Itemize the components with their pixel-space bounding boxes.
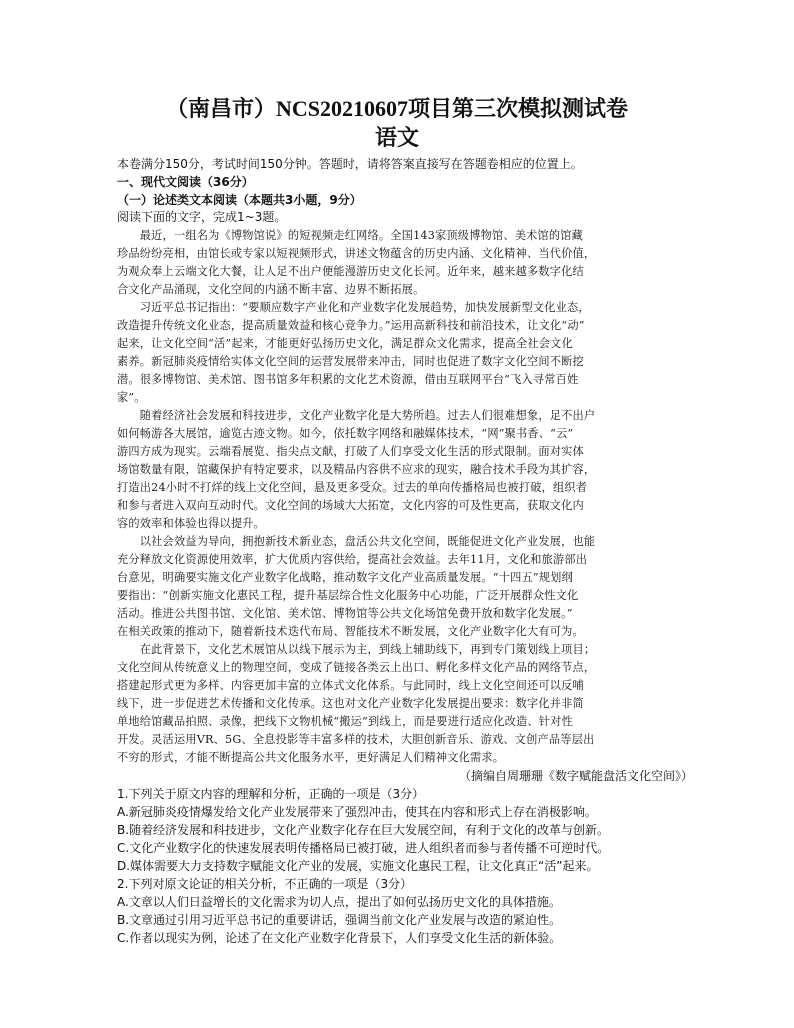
passage-line: 充分释放文化资源使用效率，扩大优质内容供给，提高社会效益。去年11月，文化和旅游部出	[117, 553, 588, 566]
passage-line: 和参与者进入双向互动时代。文化空间的场域大大拓宽，文化内容的可及性更高，获取文化内	[117, 499, 584, 512]
passage-line: 开发。灵活运用VR、5G、全息投影等丰富多样的技术，大胆创新音乐、游戏、文创产品等层出	[117, 733, 595, 746]
passage-line: 素养。新冠肺炎疫情给实体文化空间的运营发展带来冲击，同时也促进了数字文化空间不断挖	[117, 355, 584, 368]
question-1-option-d: D.媒体需要大力支持数字赋能文化产业的发展，实施文化惠民工程，让文化真正“活”起来。	[117, 859, 599, 873]
passage-line: 在此背景下，文化艺术展馆从以线下展示为主，到线上辅助线下，再到专门策划线上项目；	[117, 643, 596, 656]
question-2-stem: 2.下列对原文论证的相关分析，不正确的一项是（3分）	[117, 877, 413, 891]
passage-line: 习近平总书记指出：“要顺应数字产业化和产业数字化发展趋势，加快发展新型文化业态，	[117, 301, 590, 314]
section-heading: 一、现代文阅读（36分）	[117, 175, 254, 189]
passage-line: 搭建起形式更为多样、内容更加丰富的立体式文化体系。与此同时，线上文化空间还可以反哺	[117, 679, 584, 692]
question-1-option-c: C.文化产业数字化的快速发展表明传播格局已被打破，进人组织者而参与者传播不可逆时代。	[117, 841, 610, 855]
passage-line: 容的效率和体验也得以提升。	[117, 517, 266, 530]
passage-line: 改造提升传统文化业态，提高质量效益和核心竞争力。”运用高新科技和前沿技术，让文化“动”	[117, 319, 585, 332]
passage-line: 以社会效益为导向，拥抱新技术新业态，盘活公共文化空间，既能促进文化产业发展，也能	[117, 535, 596, 548]
passage-line: 游四方成为现实。云端看展览、指尖点文献，打破了人们享受文化生活的形式限制。面对实体	[117, 445, 584, 458]
exam-title: （南昌市）NCS20210607项目第三次模拟测试卷	[165, 96, 628, 121]
question-1-stem: 1.下列关于原文内容的理解和分析，正确的一项是（3分）	[117, 787, 425, 801]
question-1-option-b: B.随着经济发展和科技进步，文化产业数字化存在巨大发展空间，有利于文化的改革与创新。	[117, 823, 610, 837]
passage-source: （摘编自周珊珊《数字赋能盘活文化空间》）	[458, 769, 693, 783]
passage-line: 在相关政策的推动下，随着新技术迭代布局、智能技术不断发展，文化产业数字化大有可为。	[117, 625, 584, 638]
passage-line: 为观众奉上云端文化大餐，让人足不出户便能漫游历史文化长河。近年来，越来越多数字化结	[117, 265, 584, 278]
passage-line: 活动。推进公共图书馆、文化馆、美术馆、博物馆等公共文化场馆免费开放和数字化发展。”	[117, 607, 573, 620]
passage-line: 随着经济社会发展和科技进步，文化产业数字化是大势所趋。过去人们很难想象，足不出户	[117, 409, 596, 422]
exam-instructions: 本卷满分150分，考试时间150分钟。答题时，请将答案直接写在答题卷相应的位置上。	[117, 157, 583, 171]
subject-title: 语文	[374, 125, 419, 150]
passage-line: 潜。很多博物馆、美术馆、图书馆多年积累的文化艺术资源，借由互联网平台“飞入寻常百姓	[117, 373, 579, 386]
passage-line: 珍品纷纷亮相，由馆长或专家以短视频形式，讲述文物蕴含的历史内涵、文化精神、当代价值，	[117, 247, 596, 260]
passage-line: 单地给馆藏品拍照、录像，把线下文物机械“搬运”到线上，而是要进行适应化改造、针对性	[117, 715, 573, 728]
passage-line: 家”。	[117, 391, 146, 404]
question-2-option-a: A.文章以人们日益增长的文化需求为切人点，提出了如何弘扬历史文化的具体措施。	[117, 895, 561, 909]
passage-line: 如何畅游各大展馆，逾览古迹文物。如今，依托数字网络和融媒体技术，“网”聚书香、“云”	[117, 427, 574, 440]
subsection-heading: （一）论述类文本阅读（本题共3小题，9分）	[117, 193, 362, 207]
passage-line: 打造出24小时不打烊的线上文化空间，悬及更多受众。过去的单向传播格局也被打破，组织者	[117, 481, 588, 494]
passage-line: 文化空间从传统意义上的物理空间，变成了链接各类云上出口、孵化多样文化产品的网络节点，	[117, 661, 596, 674]
passage-line: 不穷的形式，才能不断提高公共文化服务水平，更好满足人们精神文化需求。	[117, 751, 505, 764]
question-2-option-c: C.作者以现实为例，论述了在文化产业数字化背景下，人们享受文化生活的新体验。	[117, 931, 562, 945]
passage-line: 起来，让文化空间“活”起来，才能更好弘扬历史文化，满足群众文化需求，提高全社会文化	[117, 337, 573, 350]
passage-line: 最近，一组名为《博物馆说》的短视频走红网络。全国143家顶级博物馆、美术馆的馆藏	[117, 229, 584, 242]
passage-line: 要指出：“创新实施文化惠民工程，提升基层综合性文化服务中心功能，广泛开展群众性文化	[117, 589, 579, 602]
question-1-option-a: A.新冠肺炎疫情爆发给文化产业发展带来了强烈冲击，使其在内容和形式上存在消极影响。	[117, 805, 597, 819]
passage-line: 台意见，明确要实施文化产业数字化战略，推动数字文化产业高质量发展。“十四五”规划纲	[117, 571, 573, 584]
reading-prompt: 阅读下面的文字，完成1~3题。	[117, 210, 287, 224]
question-2-option-b: B.文章通过引用习近平总书记的重要讲话，强调当前文化产业发展与改造的紧迫性。	[117, 913, 562, 927]
passage-line: 合文化产品涌现，文化空间的内涵不断丰富、边界不断拓展。	[117, 283, 425, 296]
passage-line: 线下，进一步促进艺术传播和文化传承。这也对文化产业数字化发展提出要求：数字化并非简	[117, 697, 584, 710]
passage-line: 场馆数量有限，馆藏保护有特定要求，以及精品内容供不应求的现实，融合技术手段为其扩容，	[117, 463, 596, 476]
